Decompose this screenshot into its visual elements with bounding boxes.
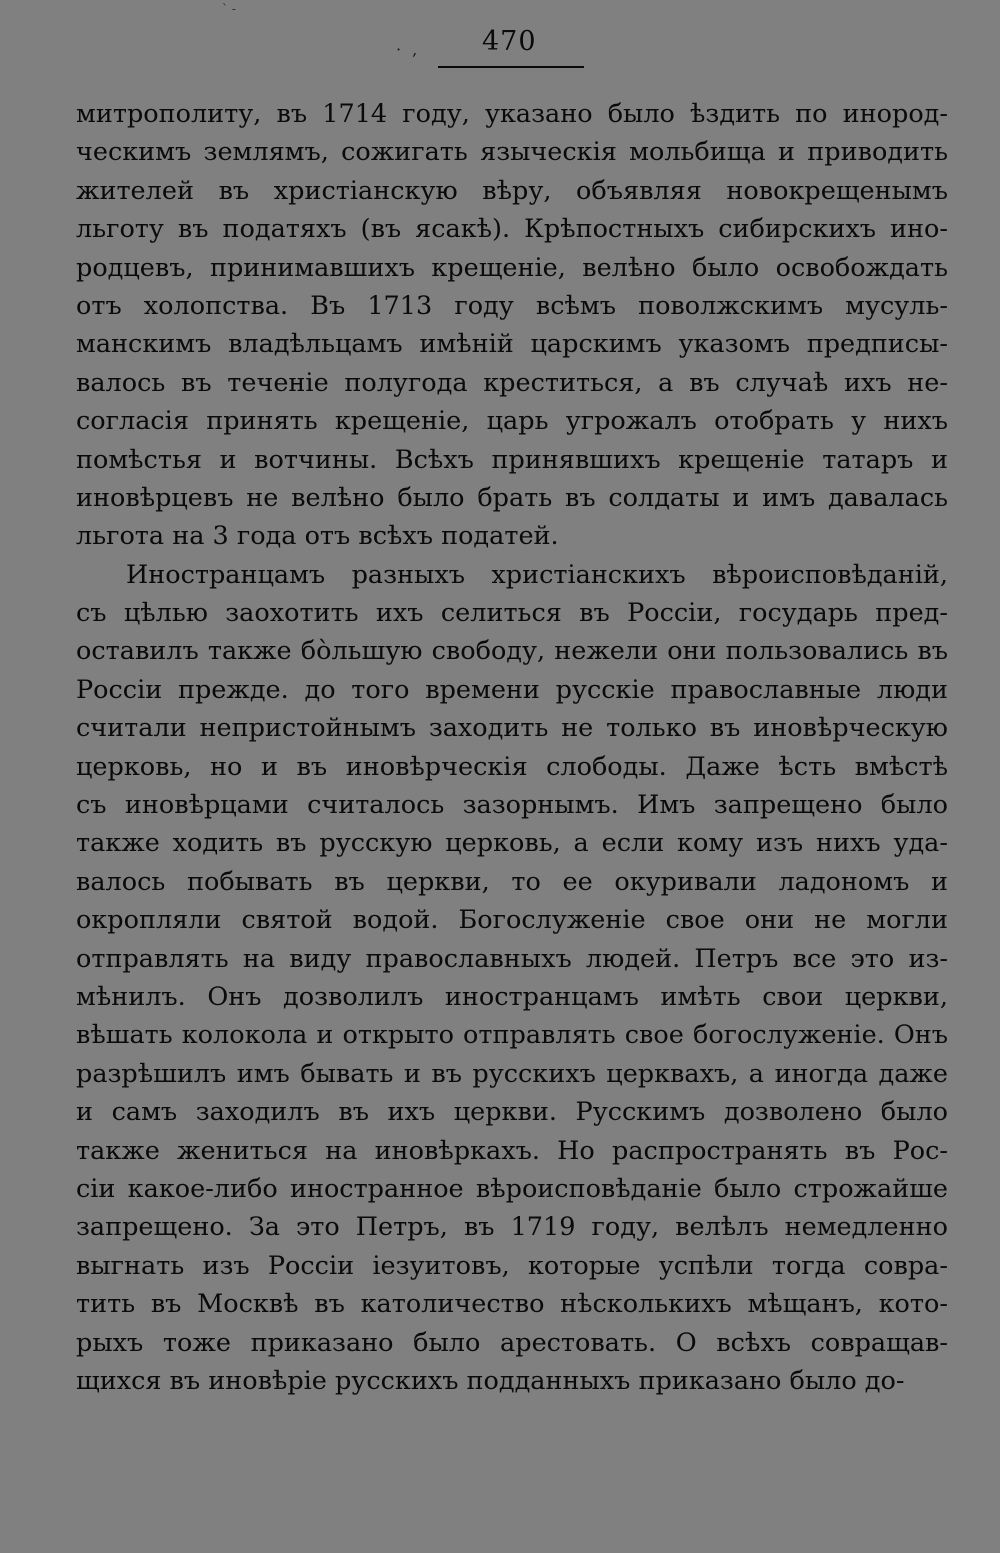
text-line: льготу въ податяхъ (въ ясакѣ). Крѣпостныхъ сибирскихъ ино- bbox=[76, 214, 948, 245]
text-line: отправлять на виду православныхъ людей. Петръ все это из- bbox=[76, 943, 948, 974]
body-text bbox=[76, 95, 948, 1400]
text-line: рыхъ тоже приказано было арестовать. О всѣхъ совращав- bbox=[76, 1327, 948, 1358]
text-line: разрѣшилъ имъ бывать и въ русскихъ церквахъ, а иногда даже bbox=[76, 1058, 948, 1089]
text-line: отъ холопства. Въ 1713 году всѣмъ поволжскимъ мусуль- bbox=[76, 290, 948, 321]
text-line: ческимъ землямъ, сожигать языческія мольбища и приводить bbox=[76, 137, 948, 168]
paragraph bbox=[76, 556, 948, 1401]
text-line: валось въ теченіе полугода креститься, а въ случаѣ ихъ не- bbox=[76, 367, 948, 398]
text-line: тить въ Москвѣ въ католичество нѣсколькихъ мѣщанъ, кото- bbox=[76, 1289, 948, 1320]
text-line: помѣстья и вотчины. Всѣхъ принявшихъ крещеніе татаръ и bbox=[76, 444, 948, 475]
text-line: митрополиту, въ 1714 году, указано было ѣздить по инород- bbox=[76, 99, 948, 129]
text-line: сіи какое-либо иностранное вѣроисповѣданіе было строжайше bbox=[76, 1173, 948, 1204]
text-line: родцевъ, принимавшихъ крещеніе, велѣно было освобождать bbox=[76, 252, 948, 283]
text-line: вѣшать колокола и открыто отправлять свое богослуженіе. Онъ bbox=[76, 1020, 948, 1051]
text-line: считали непристойнымъ заходить не только въ иновѣрческую bbox=[76, 713, 948, 744]
text-line: также ходить въ русскую церковь, а если кому изъ нихъ уда- bbox=[76, 828, 948, 859]
text-line: льгота на 3 года отъ всѣхъ податей. bbox=[76, 521, 559, 552]
text-line: иновѣрцевъ не велѣно было брать въ солдаты и имъ давалась bbox=[76, 482, 948, 513]
text-line: также жениться на иновѣркахъ. Но распространять въ Рос- bbox=[76, 1135, 948, 1166]
page-header bbox=[396, 26, 584, 70]
text-line: мѣнилъ. Онъ дозволилъ иностранцамъ имѣть свои церкви, bbox=[76, 981, 948, 1012]
paragraph bbox=[76, 95, 948, 556]
text-line: манскимъ владѣльцамъ имѣній царскимъ указомъ предписы- bbox=[76, 329, 948, 360]
text-line: съ иновѣрцами считалось зазорнымъ. Имъ запрещено было bbox=[76, 790, 948, 821]
text-line: окропляли святой водой. Богослуженіе свое они не могли bbox=[76, 905, 948, 936]
header-rule bbox=[438, 66, 584, 68]
text-line: выгнать изъ Россіи іезуитовъ, которые успѣли тогда совра- bbox=[76, 1250, 948, 1281]
text-line: оставилъ также бо̀льшую свободу, нежели они пользовались въ bbox=[76, 636, 948, 667]
text-line: и самъ заходилъ въ ихъ церкви. Русскимъ дозволено было bbox=[76, 1097, 948, 1128]
text-line: церковь, но и въ иновѣрческія слободы. Даже ѣсть вмѣстѣ bbox=[76, 751, 948, 782]
text-line: запрещено. За это Петръ, въ 1719 году, велѣлъ немедленно bbox=[76, 1212, 948, 1243]
page-number: 470 bbox=[482, 26, 537, 57]
text-line: валось побывать въ церкви, то ее окуривали ладономъ и bbox=[76, 866, 948, 897]
text-line: щихся въ иновѣріе русскихъ подданныхъ приказано было до- bbox=[76, 1365, 905, 1396]
text-line: Россіи прежде. до того времени русскіе православные люди bbox=[76, 674, 948, 705]
text-line: согласія принять крещеніе, царь угрожалъ отобрать у нихъ bbox=[76, 406, 948, 437]
scan-mark: ` - bbox=[222, 2, 236, 16]
folio-marks: · , bbox=[396, 40, 421, 59]
text-line: Иностранцамъ разныхъ христіанскихъ вѣроисповѣданій, bbox=[126, 559, 948, 590]
text-line: жителей въ христіанскую вѣру, объявляя новокрещенымъ bbox=[76, 175, 948, 206]
text-line: съ цѣлью заохотить ихъ селиться въ Россіи, государь пред- bbox=[76, 598, 948, 629]
